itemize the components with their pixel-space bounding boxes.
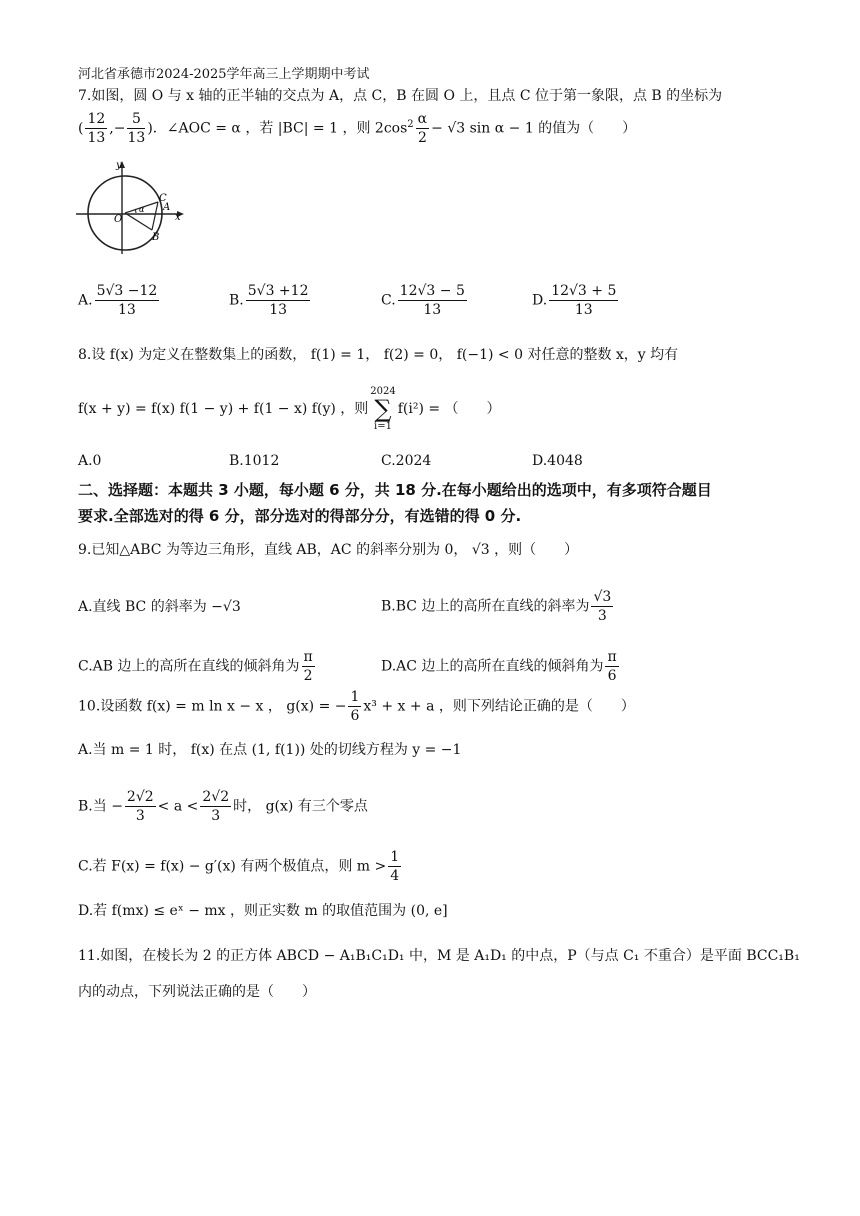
q7-coord-x: $\frac{12}{13}$ <box>87 111 106 146</box>
label-c: C <box>159 193 167 204</box>
section2-heading-line1: 二、选择题：本题共 3 小题，每小题 6 分，共 18 分.在每小题给出的选项中，有多项符合题目 <box>78 481 712 499</box>
label-y: y <box>116 160 122 171</box>
label-alpha: α <box>139 205 145 214</box>
q8-option-c: C.2024 <box>381 453 432 469</box>
exam-header: 河北省承德市2024-2025学年高三上学期期中考试 <box>78 67 370 82</box>
label-b: B <box>152 232 160 243</box>
q10-stem: 10.设函数 f(x) = m ln x − x ， g(x) = − $\frac{1}{6}$ x³ + x + a ，则下列结论正确的是（ ） <box>78 689 635 724</box>
q8-stem-line1: 8.设 f(x) 为定义在整数集上的函数， f(1) = 1， f(2) = 0， f(−1) < 0 对任意的整数 x，y 均有 <box>78 347 679 363</box>
q9-option-d: D.AC 边上的高所在直线的倾斜角为 $\frac{\pi}{6}$ <box>381 649 617 684</box>
q8-stem-line2: f(x + y) = f(x) f(1 − y) + f(1 − x) f(y) ，则2024 ∑ i=1f(i²) = （ ） <box>78 386 501 432</box>
segment-cb <box>152 202 158 230</box>
q7-option-d: D. $\frac{12√3 + 5}{13}$ <box>532 283 617 318</box>
q8-option-a: A.0 <box>78 453 102 469</box>
q7-option-c: C. $\frac{12√3 - 5}{13}$ <box>381 283 465 318</box>
q9-option-a: A.直线 BC 的斜率为 −√3 <box>78 599 241 615</box>
label-o: O <box>114 214 123 225</box>
q10-option-c: C.若 F(x) = f(x) − g′(x) 有两个极值点，则 m > $\frac{1}{4}$ <box>78 849 400 884</box>
q9-option-b: B.BC 边上的高所在直线的斜率为 $\frac{√3}{3}$ <box>381 589 612 624</box>
q7-coord-y: $\frac{5}{13}$ <box>127 111 146 146</box>
q7-stem-line2: ( $\frac{12}{13}$ ,− $\frac{5}{13}$ )．∠AOC = α ，若 |BC| = 1 ，则 $2\cos^2$ $\frac{\alpha}{2}$ − √3 sin α − 1 的值为（ ） <box>78 111 637 146</box>
label-x: x <box>175 212 181 223</box>
q7-stem-line1: 7.如图，圆 O 与 x 轴的正半轴的交点为 A，点 C，B 在圆 O 上，且点 C 位于第一象限，点 B 的坐标为 <box>78 88 723 104</box>
q11-stem-line1: 11.如图，在棱长为 2 的正方体 ABCD − A₁B₁C₁D₁ 中，M 是 A₁D₁ 的中点，P（与点 C₁ 不重合）是平面 BCC₁B₁ <box>78 948 800 964</box>
q8-option-d: D.4048 <box>532 453 583 469</box>
q10-option-b: B.当 − $\frac{2√2}{3}$ < a < $\frac{2√2}{3}$ 时， g(x) 有三个零点 <box>78 789 368 824</box>
q9-option-c: C.AB 边上的高所在直线的倾斜角为 $\frac{\pi}{2}$ <box>78 649 313 684</box>
q9-stem: 9.已知△ABC 为等边三角形，直线 AB，AC 的斜率分别为 0， √3 ，则（ ） <box>78 542 579 558</box>
summation-symbol: 2024 ∑ i=1 <box>370 386 396 432</box>
q10-option-a: A.当 m = 1 时， f(x) 在点 (1, f(1)) 处的切线方程为 y = −1 <box>78 742 462 758</box>
q7-option-a: A. $\frac{5√3 -12}{13}$ <box>78 283 158 318</box>
q11-stem-line2: 内的动点，下列说法正确的是（ ） <box>78 984 316 1000</box>
q7-unit-circle-figure <box>76 158 188 258</box>
label-a: A <box>163 202 171 213</box>
segment-ob <box>125 213 152 230</box>
q7-option-b: B. $\frac{5√3 +12}{13}$ <box>229 283 309 318</box>
q7-alpha-half: $\frac{\alpha}{2}$ <box>417 111 428 146</box>
q8-option-b: B.1012 <box>229 453 280 469</box>
q10-option-d: D.若 f(mx) ≤ eˣ − mx ，则正实数 m 的取值范围为 (0, e] <box>78 903 448 919</box>
section2-heading-line2: 要求.全部选对的得 6 分，部分选对的得部分分，有选错的得 0 分. <box>78 507 522 525</box>
